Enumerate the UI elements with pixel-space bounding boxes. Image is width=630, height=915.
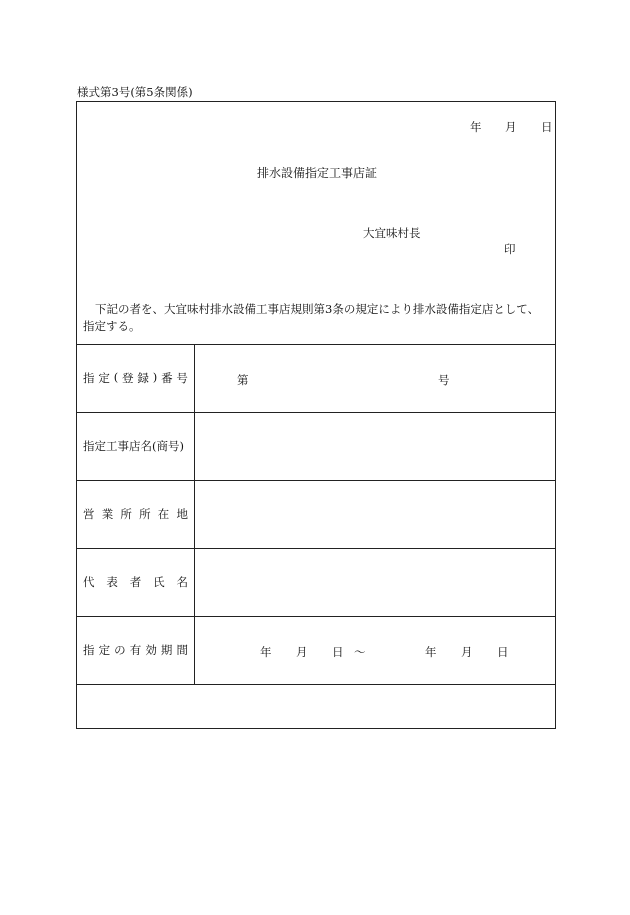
date-month: 月	[505, 120, 517, 134]
label-char: 者	[129, 575, 142, 589]
date-day: 日	[541, 120, 553, 134]
bottom-blank-row	[77, 685, 555, 728]
certificate-title: 排水設備指定工事店証	[257, 166, 378, 180]
label-char: )	[152, 370, 158, 384]
office-address-label	[77, 480, 194, 548]
form-number-label: 様式第3号(第5条関係)	[77, 85, 193, 99]
representative-label	[77, 548, 194, 616]
label-char: の	[114, 643, 126, 657]
label-char: 号	[176, 371, 188, 385]
label-char: 業	[101, 507, 114, 521]
label-char: 間	[176, 643, 188, 657]
label-char: 所	[120, 507, 132, 521]
registration-number-prefix: 第	[237, 373, 249, 387]
label-char: 地	[176, 507, 188, 521]
designation-text: 下記の者を、大宜味村排水設備工事店規則第3条の規定により排水設備指定店として、指定する。	[83, 302, 540, 333]
label-char: 表	[106, 575, 118, 589]
label-char: 定	[98, 371, 110, 385]
label-char: 番	[161, 371, 173, 385]
date-year: 年	[470, 120, 482, 134]
registration-number-label	[77, 344, 194, 412]
label-column-divider	[194, 344, 195, 684]
validity-end-month: 月	[461, 645, 473, 659]
certificate-frame	[76, 101, 556, 729]
issuer-name: 大宜味村長	[363, 226, 421, 240]
label-char: 期	[160, 643, 173, 657]
validity-start-month: 月	[296, 645, 308, 659]
shop-name-label	[77, 412, 194, 480]
shop-name-label-text: 指定工事店名(商号)	[83, 439, 184, 453]
label-char: (	[113, 370, 119, 384]
label-char: 指	[83, 371, 95, 385]
validity-period-label	[77, 616, 194, 684]
validity-start-day: 日	[332, 645, 344, 659]
validity-end-year: 年	[425, 645, 437, 659]
label-char: 定	[98, 643, 111, 657]
label-char: 録	[137, 371, 149, 385]
validity-start-year: 年	[260, 645, 272, 659]
label-char: 代	[83, 575, 95, 589]
label-char: 氏	[153, 575, 165, 589]
label-char: 有	[129, 643, 142, 657]
seal-mark: 印	[504, 242, 516, 256]
label-char: 名	[176, 575, 188, 589]
label-char: 営	[83, 507, 95, 521]
label-char: 所	[139, 507, 151, 521]
label-char: 効	[145, 643, 157, 657]
validity-tilde: 〜	[354, 645, 366, 659]
designation-statement	[83, 301, 549, 335]
label-char: 在	[157, 507, 170, 521]
registration-number-suffix: 号	[438, 373, 450, 387]
label-char: 登	[122, 371, 134, 385]
label-char: 指	[83, 643, 95, 657]
validity-end-day: 日	[497, 645, 509, 659]
